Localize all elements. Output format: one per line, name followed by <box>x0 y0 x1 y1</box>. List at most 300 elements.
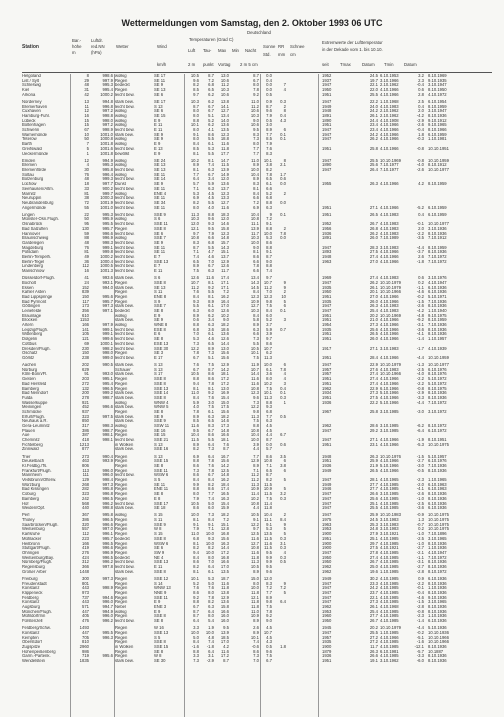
cell-t1: 8.1 <box>193 518 199 523</box>
rain-unit-header: mm <box>278 52 286 57</box>
cell-wi: S 11 <box>154 518 163 523</box>
cell-e6: 6.10.1936 <box>428 506 447 511</box>
table-row <box>22 619 492 624</box>
cell-wi: S 17 <box>154 372 163 377</box>
cell-t2: 7.3 <box>208 447 214 452</box>
cell-t2: 7.6 <box>208 586 214 591</box>
cell-wi: SSE 8 <box>154 569 166 574</box>
cell-so: 10.0 <box>263 231 272 236</box>
cell-t5: 8.8 <box>253 424 259 428</box>
cell-t1: 7.3 <box>193 341 199 346</box>
cell-t3: 13.7 <box>220 186 229 191</box>
cell-t2: 7.5 <box>208 405 214 410</box>
cell-st: Wasserkuppe <box>22 400 48 405</box>
cell-el: 81 <box>84 191 89 196</box>
cell-e5: 0.4 <box>418 212 424 217</box>
cell-t5: 11.9 <box>251 363 259 368</box>
cell-e4: 2.10.1962 <box>380 83 399 88</box>
cell-t1: 8.9 <box>193 442 199 447</box>
cell-t1: 11.0 <box>191 391 199 396</box>
cell-e1: 1947 <box>322 363 332 368</box>
cell-t3: 18.2 <box>220 513 229 518</box>
cell-wi: SSE 9 <box>154 419 166 424</box>
cell-t2: 10.0 <box>205 630 214 635</box>
cell-e5: 2.6 <box>418 254 424 259</box>
cell-e6: 7.10.1972 <box>428 400 447 405</box>
cell-el: 268 <box>82 482 89 487</box>
cell-st: Hannover <box>22 231 41 236</box>
cell-lu: 996.5 <box>102 555 113 560</box>
cell-el: 113 <box>82 468 89 473</box>
cell-t3: 10.3 <box>220 88 229 93</box>
cell-st: Bad Salzuflen <box>22 226 48 231</box>
cell-lu: 997.9 <box>102 78 113 83</box>
cell-lu: 996.4 <box>102 172 113 177</box>
cell-wi: S 5 <box>154 478 161 483</box>
cell-rr: 6 <box>283 128 286 133</box>
cell-st: Klippeneck <box>22 590 43 595</box>
cell-rr: 2 <box>283 104 286 109</box>
cell-lu: 996.0 <box>102 614 113 619</box>
cell-e3: 22.2 <box>369 400 378 405</box>
cell-t5: 5.8 <box>253 318 259 323</box>
cell-wi: SE 14 <box>154 177 166 182</box>
cell-t1: 9.4 <box>193 381 199 386</box>
cell-e4: 7.10.1977 <box>380 163 399 168</box>
cell-st: Angermünde <box>22 205 46 210</box>
cell-so: 8.6 <box>266 454 272 459</box>
cell-rr: 0.3 <box>280 555 286 560</box>
cell-t1: 8.6 <box>193 473 199 478</box>
cell-el: 973 <box>82 590 89 595</box>
cell-e6: 6.10.1936 <box>428 619 447 623</box>
cell-we: wolkig <box>115 114 127 118</box>
cell-so: 9.9 <box>266 555 272 560</box>
cell-t2: 5.4 <box>208 619 214 623</box>
cell-e4: 6.10.1981 <box>380 649 399 654</box>
cell-e5: 1.3 <box>418 518 424 523</box>
cell-e3: 26.0 <box>369 337 378 342</box>
cell-t3: 10.2 <box>220 313 229 318</box>
cell-t5: 9.6 <box>253 395 259 400</box>
cell-wi: SSE 7 <box>154 236 166 241</box>
cell-t1: 8.9 <box>193 163 199 168</box>
cell-lu: 998.8 <box>102 114 113 118</box>
cell-e5: -2.0 <box>416 482 424 487</box>
cell-rr: 3.5 <box>280 454 286 459</box>
cell-rr: 9 <box>283 522 286 527</box>
cell-t1: 8.1 <box>193 386 199 391</box>
cell-st: Kiel <box>22 88 29 93</box>
cell-t5: 11.8 <box>251 555 259 560</box>
cell-t3: 13.8 <box>220 590 229 595</box>
cell-t5: 12.5 <box>250 532 259 537</box>
cell-t2: 6.4 <box>208 609 214 614</box>
cell-t1: 8.6 <box>193 464 199 468</box>
cell-wi: S 9 <box>154 299 161 304</box>
cell-st: Wittenberg <box>22 332 43 337</box>
cell-wi: SSE 16 <box>154 447 169 452</box>
cell-so: 11.5 <box>264 536 272 541</box>
cell-e1: 1953 <box>322 527 332 532</box>
cell-e4: 4.10.1966 <box>380 355 399 360</box>
cell-e5: -1.7 <box>416 346 424 351</box>
cell-t1: -1.6 <box>191 644 199 649</box>
cell-t2: 8.1 <box>208 386 214 391</box>
cell-e6: 6.10.1959 <box>428 212 447 217</box>
cell-e5: -1.0 <box>416 541 424 546</box>
cell-we: in Wolken <box>115 644 134 649</box>
cell-e5: -1.0 <box>416 532 424 537</box>
cell-e6: 8.10.1975 <box>428 386 447 391</box>
cell-e4: 4.10.1966 <box>380 438 399 443</box>
cell-t1: 7.6 <box>193 290 199 295</box>
cell-e4: 4.10.1985 <box>380 541 399 546</box>
cell-e1: 1947 <box>322 128 332 133</box>
cell-wi: WNW 5 <box>154 405 169 410</box>
cell-rr: 3.8 <box>280 464 286 468</box>
cell-t3: 14.1 <box>220 104 229 109</box>
cell-rr: 7 <box>283 83 286 88</box>
cell-e3: 23.4 <box>369 128 378 133</box>
cell-we: Regen <box>115 78 128 83</box>
cell-so: 7.7 <box>266 590 272 595</box>
cell-rr: 0.3 <box>280 496 286 501</box>
cell-wi: SSE 8 <box>154 280 166 285</box>
cell-e4: 4.10.1985 <box>380 482 399 487</box>
cell-t1: 12.6 <box>190 276 199 281</box>
cell-t3: 13.6 <box>220 182 229 187</box>
cell-e4: 10.10.1976 <box>380 454 401 459</box>
cell-rr: 8.4 <box>280 518 286 523</box>
cell-t2: 7.3 <box>208 351 214 356</box>
cell-we: stark bew. <box>115 659 134 663</box>
cell-e1: 1951 <box>322 313 332 318</box>
cell-rr: 8 <box>283 109 286 114</box>
cell-e1: 1962 <box>322 424 332 428</box>
cell-lu: 998.9 <box>102 128 113 133</box>
rain-header: RR <box>278 44 285 49</box>
cell-lu: 995.6 <box>102 294 113 299</box>
cell-e3: 25.5 <box>369 158 378 163</box>
cell-t1: 8.9 <box>193 313 199 318</box>
cell-e6: 6.10.1936 <box>428 290 447 295</box>
cell-st: Düsseldorf-Flugh. <box>22 276 56 281</box>
cell-rr: 0.1 <box>280 137 286 142</box>
cell-t3: 16.8 <box>220 532 229 537</box>
cell-t1: 10.7 <box>190 280 199 285</box>
cell-t2: 7.8 <box>208 381 214 386</box>
cell-lu: 996.5 <box>102 386 113 391</box>
cell-e4: 4.10.1985 <box>380 581 399 586</box>
cell-e1: 1969 <box>322 276 332 281</box>
cell-el: 610 <box>82 313 89 318</box>
region-label: Deutschland <box>247 30 271 35</box>
cell-el: 33 <box>84 186 89 191</box>
cell-el: 7 <box>86 142 89 147</box>
cell-el: 10 <box>84 132 89 137</box>
cell-e3: 27.5 <box>369 250 378 255</box>
cell-so: 7.1 <box>266 464 272 468</box>
cell-t5: 9.0 <box>253 245 259 250</box>
cell-e6: 9.10.1965 <box>428 123 447 128</box>
cell-e5: -0.7 <box>416 522 424 527</box>
cell-e4: 3.10.1985 <box>380 424 399 428</box>
cell-e5: -1.5 <box>416 299 424 304</box>
cell-t5: 14.5 <box>250 285 259 290</box>
cell-t5: 7.3 <box>253 400 259 405</box>
cell-t2: 6.0 <box>208 506 214 511</box>
cell-t2: 9.2 <box>208 285 214 290</box>
cell-st: Greifswald <box>22 146 42 151</box>
cell-t2: 7.8 <box>208 468 214 473</box>
cell-e3: 25.5 <box>369 630 378 635</box>
cell-wi: SE 8 <box>154 649 164 654</box>
cell-t3: 9.5 <box>223 626 229 631</box>
cell-wi: SE 11 <box>154 250 166 255</box>
cell-t3: 12.7 <box>220 200 229 205</box>
cell-t5: 10.2 <box>250 496 259 501</box>
cell-e3: 25.8 <box>369 409 378 414</box>
cell-rr: 3.2 <box>280 492 286 497</box>
cell-e4: 4.10.1985 <box>380 644 399 649</box>
cell-t3: 15.0 <box>220 400 229 405</box>
cell-so: 8.5 <box>266 137 272 142</box>
cell-el: 447 <box>82 609 89 614</box>
cell-e6: 6.10.1959 <box>428 132 447 137</box>
cell-so: 9 <box>269 212 272 217</box>
cell-e1: 1936 <box>322 231 332 236</box>
cell-el: 141 <box>82 327 89 332</box>
cell-t2: -1.8 <box>206 644 214 649</box>
cell-e3: 25.6 <box>369 327 378 332</box>
cell-t5: 12.7 <box>250 541 259 546</box>
cell-so: 5.3 <box>266 236 272 241</box>
cell-lu: 996.8 <box>102 492 113 497</box>
cell-e1: 1951 <box>322 146 332 151</box>
cell-lu: 995.3 <box>102 212 113 217</box>
cell-t2: 6.1 <box>208 569 214 574</box>
cell-so: 8.8 <box>266 245 272 250</box>
cell-st: Göttingen <box>22 304 41 309</box>
cell-st: Osnabrück <box>22 222 43 227</box>
cell-e1: 1947 <box>322 506 332 511</box>
cell-t2: 8.6 <box>208 487 214 492</box>
cell-e1: 1947 <box>322 309 332 313</box>
cell-t2: 6.3 <box>208 168 214 173</box>
cell-so: 0.0 <box>266 83 272 88</box>
cell-wi: SE 30 <box>154 659 166 663</box>
cell-el: 1835 <box>79 659 89 663</box>
cell-lu: 995.3 <box>102 83 113 88</box>
cell-e4: 4.10.1983 <box>380 212 399 217</box>
cell-so: 11.4 <box>264 501 272 506</box>
cell-wi: SE 8 <box>154 409 164 414</box>
cell-t2: 3.4 <box>208 318 214 323</box>
cell-we: Regen <box>115 581 128 586</box>
cell-st: Bad Lippspringe <box>22 294 53 299</box>
cell-t3: 14.8 <box>220 236 229 241</box>
cell-el: 223 <box>82 536 89 541</box>
cell-lu: 1000.3 <box>100 196 113 201</box>
cell-el: 38 <box>84 196 89 201</box>
cell-e3: 20.2 <box>369 313 378 318</box>
cell-we: wolkig <box>115 137 127 142</box>
cell-e5: -0.8 <box>416 146 424 151</box>
cell-wi: E 9 <box>154 609 161 614</box>
cell-so: 0.0 <box>266 442 272 447</box>
cell-wi: ENE 4 <box>154 191 167 196</box>
cell-t3: 16.4 <box>220 299 229 304</box>
cell-st: Arkona <box>22 92 36 97</box>
cell-so: 10.1 <box>263 391 272 396</box>
cell-rr: 5 <box>283 299 286 304</box>
cell-t3: 15.9 <box>220 506 229 511</box>
cell-we: Regen <box>115 290 128 295</box>
cell-e1: 1879 <box>322 649 332 654</box>
cell-rr: 2 <box>283 290 286 295</box>
cell-t5: 8.0 <box>253 142 259 147</box>
cell-lu: 998.0 <box>102 118 113 123</box>
cell-e3: 27.7 <box>369 487 378 492</box>
cell-we: in Wolken <box>115 442 134 447</box>
cell-rr: 0.7 <box>280 327 286 332</box>
cell-t2: 9.2 <box>208 391 214 396</box>
cell-lu: 997.3 <box>102 304 113 309</box>
cell-e1: 1936 <box>322 654 332 659</box>
cell-e6: 8.10.1936 <box>428 541 447 546</box>
table-row <box>22 570 492 575</box>
cell-lu: 990.5 <box>102 363 113 368</box>
cell-lu: 995.7 <box>102 536 113 541</box>
cell-so: 7.2 <box>266 586 272 591</box>
cell-lu: 997.3 <box>102 576 113 581</box>
cell-e1: 1951 <box>322 318 332 323</box>
cell-t2: 5.5 <box>208 137 214 142</box>
cell-t1: 8.2 <box>193 447 199 452</box>
cell-e6: 8.10.1936 <box>428 609 447 614</box>
cell-t1: 6.8 <box>193 536 199 541</box>
cell-el: 49 <box>84 254 89 259</box>
cell-t2: 7.3 <box>208 513 214 518</box>
cell-st: Freiburg <box>22 576 38 581</box>
cell-t2: 7.4 <box>208 640 214 645</box>
cell-t2: 5.3 <box>208 146 214 151</box>
cell-lu: 1001.3 <box>100 269 113 273</box>
cell-el: 12 <box>84 158 89 163</box>
cell-t5: 12.1 <box>250 595 259 600</box>
cell-we: leicht bew. <box>115 231 135 236</box>
cell-st: Meiningen <box>22 405 42 410</box>
cell-el: 76 <box>84 172 89 177</box>
cell-rr: 3.1 <box>280 541 286 546</box>
cell-lu: 996.3 <box>102 635 113 640</box>
cell-e1: 1890 <box>322 163 332 168</box>
cell-e3: 25.1 <box>369 536 378 541</box>
cell-el: 447 <box>82 630 89 635</box>
cell-t2: 10.0 <box>205 550 214 555</box>
cell-e5: -1.1 <box>416 555 424 560</box>
cell-e4: 4.10.1968 <box>380 604 399 609</box>
cell-e5: -2.2 <box>416 381 424 386</box>
cell-el: 452 <box>82 405 89 410</box>
cell-e5: 4.2 <box>418 182 424 187</box>
cell-t1: 4.0 <box>193 405 199 410</box>
cell-so: 11.3 <box>264 395 272 400</box>
cell-t5: 10.5 <box>250 346 259 351</box>
cell-e4: 1.10.1985 <box>380 630 399 635</box>
cell-e4: 4.10.1985 <box>380 560 399 565</box>
cell-e6: 4.10.1939 <box>428 346 447 351</box>
cell-e5: -2.7 <box>416 546 424 551</box>
cell-t5: 12.2 <box>250 522 259 527</box>
cell-e6: 8.10.1936 <box>428 564 447 569</box>
cell-e6: 3.10.1965 <box>428 600 447 605</box>
cell-rr: 7.8 <box>280 367 286 372</box>
cell-we: Regen <box>115 280 128 285</box>
cell-t5: 11.1 <box>251 222 259 227</box>
cell-t5: 8.3 <box>253 132 259 137</box>
cell-t2: 5.3 <box>208 576 214 581</box>
cell-e6: 8.10.1936 <box>428 391 447 396</box>
cell-e6: 1.10.1965 <box>428 478 447 483</box>
cell-e4: 4.10.1983 <box>380 226 399 231</box>
cell-lu: 996.9 <box>102 236 113 241</box>
cell-rr: 8 <box>283 158 286 163</box>
cell-so: 11.8 <box>264 506 272 511</box>
cell-e5: -4.1 <box>416 332 424 337</box>
cell-t2: 7.7 <box>208 492 214 497</box>
cell-e5: -3.3 <box>416 395 424 400</box>
cell-e3: 27.3 <box>369 323 378 328</box>
cell-rr: 7.8 <box>280 231 286 236</box>
cell-e6: 7.10.1912 <box>428 236 447 241</box>
cell-e3: 27.3 <box>369 391 378 396</box>
cell-e1: 1950 <box>322 88 332 93</box>
cell-t3: 11.7 <box>221 269 229 273</box>
cell-el: 323 <box>82 414 89 419</box>
cell-rr: 0.5 <box>280 414 286 419</box>
cell-lu: 997.7 <box>102 182 113 187</box>
cell-so: 8.0 <box>266 377 272 382</box>
table-row <box>22 269 492 274</box>
cell-e3: 25.4 <box>369 309 378 313</box>
cell-so: 4.3 <box>266 640 272 645</box>
temp-col-air: Luft <box>188 48 196 53</box>
cell-t1: 0.6 <box>193 318 199 323</box>
cell-el: 112 <box>82 264 89 269</box>
cell-t5: 10.4 <box>250 212 259 217</box>
cell-we: Dunst <box>115 182 126 187</box>
cell-t2: 6.2 <box>208 92 214 97</box>
temp-col-night: Nacht <box>245 48 257 53</box>
cell-t5: 8.4 <box>253 313 259 318</box>
cell-wi: SE 6 <box>154 546 164 551</box>
cell-e1: 1951 <box>322 205 332 210</box>
cell-e3: 24.8 <box>369 527 378 532</box>
cell-t5: 11.8 <box>251 590 259 595</box>
cell-t3: 17.2 <box>220 377 229 382</box>
cell-e4: 4.10.1983 <box>380 222 399 227</box>
cell-t1: 8.0 <box>193 109 199 114</box>
cell-lu: 1001.0 <box>100 132 113 137</box>
cell-t3: 15.7 <box>220 240 229 245</box>
cell-lu: 1000.8 <box>100 137 113 142</box>
cell-rr: 0.4 <box>280 114 286 118</box>
cell-e1: 1949 <box>322 104 332 109</box>
cell-e3: 19.1 <box>369 659 378 663</box>
cell-t1: 5.3 <box>193 191 199 196</box>
